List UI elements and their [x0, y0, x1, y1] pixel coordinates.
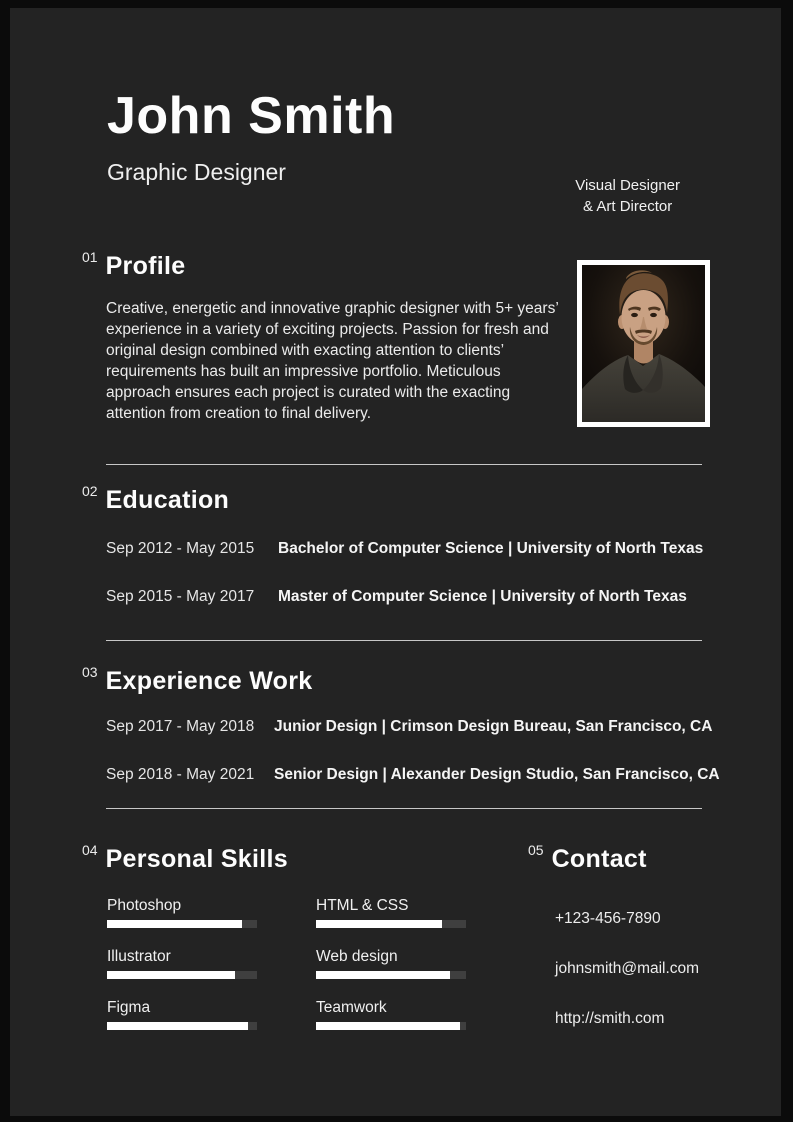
skill-bar-fill — [316, 971, 450, 979]
skill-bar-track — [107, 1022, 257, 1030]
section-number: 01 — [82, 249, 98, 265]
role-line-1: Visual Designer — [575, 177, 680, 194]
section-number: 05 — [528, 842, 544, 858]
skill-bar-track — [316, 971, 466, 979]
contact-phone: +123-456-7890 — [555, 910, 661, 927]
role-tagline — [575, 175, 680, 217]
role-line-2: & Art Director — [583, 198, 673, 215]
education-date: Sep 2015 - May 2017 — [106, 588, 255, 605]
section-heading: Personal Skills — [105, 845, 288, 873]
skill-label: Figma — [107, 999, 151, 1016]
experience-description: Senior Design | Alexander Design Studio, San Francisco, CA — [274, 766, 720, 783]
skill-label: HTML & CSS — [316, 897, 409, 914]
skill-bar-fill — [107, 971, 235, 979]
divider — [106, 808, 702, 809]
section-education — [82, 483, 704, 606]
section-education-title — [82, 483, 703, 515]
section-heading: Experience Work — [105, 667, 313, 695]
skill-bar-track — [316, 920, 466, 928]
skill-item — [107, 999, 257, 1030]
skill-bar-track — [316, 1022, 466, 1030]
skill-item — [107, 897, 257, 928]
skill-bar-fill — [316, 920, 442, 928]
divider — [106, 464, 702, 465]
skill-item — [107, 948, 257, 979]
section-number: 03 — [82, 664, 98, 680]
skills-grid — [107, 897, 466, 1030]
skill-bar-track — [107, 971, 257, 979]
section-heading: Profile — [105, 252, 186, 280]
section-contact-title — [528, 842, 699, 874]
portrait-photo — [577, 260, 710, 427]
contact-list — [555, 910, 699, 1028]
experience-description: Junior Design | Crimson Design Bureau, San Francisco, CA — [274, 718, 713, 735]
education-row — [106, 588, 703, 606]
contact-website: http://smith.com — [555, 1010, 665, 1027]
section-contact — [528, 842, 700, 1028]
section-heading: Education — [105, 486, 230, 514]
skill-item — [316, 999, 466, 1030]
contact-email: johnsmith@mail.com — [555, 960, 700, 977]
section-skills — [82, 842, 466, 1030]
profile-paragraph: Creative, energetic and innovative graphic designer with 5+ years’ experience in a variety of exciting projects. Passion for fresh and original design combined with exacting attention to clients’ requirements has built an impressive portfolio. Meticulous approach ensures each project is curated with the exacting attention from creation to final delivery. — [106, 300, 559, 422]
skill-item — [316, 948, 466, 979]
skill-label: Teamwork — [316, 999, 387, 1016]
skill-bar-fill — [107, 1022, 248, 1030]
section-profile — [82, 249, 561, 424]
education-date: Sep 2012 - May 2015 — [106, 540, 255, 557]
skill-bar-track — [107, 920, 257, 928]
education-rows — [106, 540, 703, 606]
experience-date: Sep 2017 - May 2018 — [106, 718, 255, 735]
skill-label: Illustrator — [107, 948, 171, 965]
experience-row — [106, 766, 720, 784]
education-description: Master of Computer Science | University of North Texas — [278, 588, 687, 605]
section-profile-title — [82, 249, 561, 281]
skill-bar-fill — [316, 1022, 460, 1030]
experience-date: Sep 2018 - May 2021 — [106, 766, 255, 783]
experience-rows — [106, 718, 720, 784]
skill-label: Web design — [316, 948, 398, 965]
skill-label: Photoshop — [107, 897, 182, 914]
person-name: John Smith — [107, 87, 396, 145]
section-number: 02 — [82, 483, 98, 499]
education-row — [106, 540, 703, 558]
section-number: 04 — [82, 842, 98, 858]
section-experience — [82, 664, 720, 784]
section-skills-title — [82, 842, 466, 874]
experience-row — [106, 718, 720, 736]
section-heading: Contact — [551, 845, 647, 873]
person-title: Graphic Designer — [107, 159, 286, 185]
section-experience-title — [82, 664, 720, 696]
skill-item — [316, 897, 466, 928]
portrait-illustration — [582, 265, 705, 422]
education-description: Bachelor of Computer Science | University of North Texas — [278, 540, 704, 557]
divider — [106, 640, 702, 641]
skill-bar-fill — [107, 920, 242, 928]
